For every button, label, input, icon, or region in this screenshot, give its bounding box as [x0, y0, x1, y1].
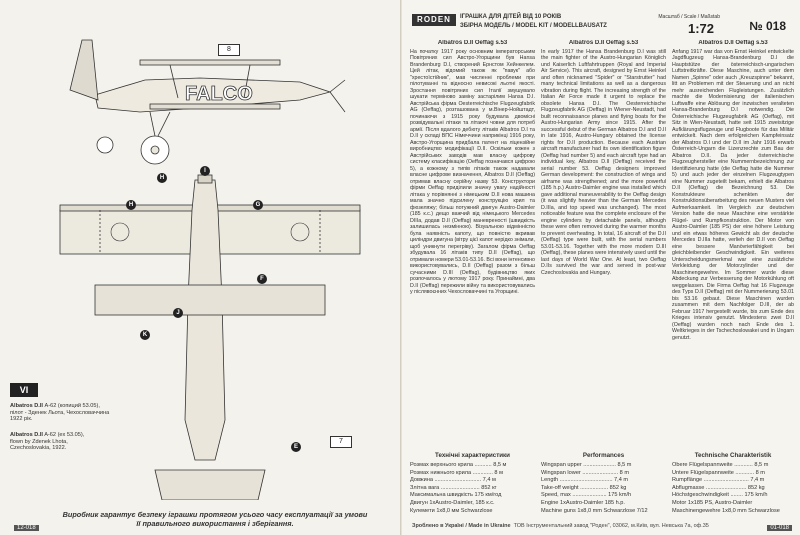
callout-g: G — [253, 200, 263, 210]
spec-row: Machine guns 1x8,0 mm Schwarzlose 7/12 — [541, 507, 648, 514]
callout-j: J — [173, 308, 183, 318]
spec-row: Розмах верхнього крила ........... 8,5 м — [410, 462, 507, 468]
part-box-7: 7 — [330, 436, 352, 448]
spec-row: Злітна вага ......................... 852 кг — [410, 484, 497, 491]
callout-h-left: H — [126, 200, 136, 210]
spec-row: Obere Flügelspannweite ............ 8,5 m — [672, 462, 769, 468]
spec-row: Abflugmasse .......................... 852 kg — [672, 484, 765, 491]
kit-type-line: ЗБІРНА МОДЕЛЬ / MODEL KIT / MODELLBAUSATZ — [460, 23, 607, 29]
text-column-de — [672, 40, 794, 445]
scale-label: Масштаб / Scale / Maßstab — [658, 14, 720, 20]
caption-ua-line: пілот - Зденек Льота, Чехословаччина — [10, 409, 110, 416]
spec-row: Untere Flügelspannweite ............ 8 m — [672, 469, 765, 476]
column-title-ua: Albatros D.II Oeffag s.53 — [437, 40, 508, 46]
spec-table-de — [672, 452, 794, 515]
callout-i: I — [200, 166, 210, 176]
spec-row: Максимальна швидкість 175 км/год — [410, 492, 502, 499]
caption-ua-line: А-62 (копиций 53.05), — [44, 403, 100, 409]
made-in-label: Зроблено в Україні / Made in Ukraine — [412, 523, 511, 529]
spec-row: Maschinengewehre 1x8,0 mm Schwarzlose — [672, 507, 780, 514]
column-title-de: Albatros D.II Oeffag s.53 — [698, 40, 768, 46]
caption-ua-line: 1922 рік. — [10, 416, 33, 423]
caption-ua — [10, 403, 120, 423]
right-page — [402, 0, 800, 535]
spec-row: Engine 1xAustro-Daimler 185 h.p. — [541, 499, 625, 506]
spec-row: Höchstgeschwindigkeit ........ 175 km/h — [672, 492, 768, 499]
spec-row: Rumpflänge ............................. 7,4 m — [672, 477, 765, 484]
text-column-en — [541, 40, 666, 445]
scheme-label: VI — [10, 383, 38, 397]
spec-row: Take-off weight .................. 852 kg — [541, 484, 627, 491]
callout-f: F — [257, 274, 267, 284]
spec-row: Motor 1x185 PS, Austro-Daimler — [672, 499, 753, 506]
spec-row: Довжина .............................. 7,4 м — [410, 477, 496, 484]
caption-en-line: flown by Zdenek Lhota, — [10, 438, 68, 445]
column-title-en: Albatros D.II Oeffag s.53 — [568, 40, 639, 46]
column-body-ua: На початку 1917 року основним імператорським Повітряних сил Австро-Угорщини був Hansa Brandenburg D.I, створений Ернстом Хейнкелем. Цей літак, відомий також як "павук" або "хрестоїстійник", мав численні проблеми при пілотуванні та відносно невисокі льотні якості. Зростання повітряних сил Італії змушувало шукати терміново заміну застарілим Hansa D.I. Австрійська фірма Oesterreichische Flugzeugfabrik AG (Oeffag), розташована у м.Вінер-Нойштадт, починаючи з 1915 року будувала двомісні розвідувальні літаки та літаючі човни для потреб армії. Після вдалого дебюту літаків Albatros D.I та D.II у складі ВПС Німеччини наприкінці 1916 року, Австро-Угорщина придбала патент на ліцензійне виробництво модифікації D.II. Оскільки кожен з Австрійських заводів мав власну цифрову систему класифікацію (Oeffag позначався цифрою 5), а кожному з типів літаків також надавали власне цифрове визначення, Albatros D.II (Oeffag) отримав власну серійну назву 53. Конструктори фірми Oeffag приділили значну увагу надійності літака у порівнянні з німецьким D.II нова машина мала значно підсилену конструкцію крил та фюзеляжу; більш потужний двигун Austro-Daimler (185 к.с.) дещо важчий від німецького Mercedes DIIIa, додав D.II (Oeffag) маневреності (швидкість залишилась незмінною). Візуальною відмінністю була наявність капоту, що повністю вкривав циліндри двигуна (вітру цієї капот нерідко знімали, щоб уникнути перегріву). Загалом фірма Oeffag збудувала 16 літаків типу D.II (Oeffag), що отримали номери 53.01-53.16. Всі вони інтенсивно використовувались, D.II (Oeffag) разом з більш сучасними D.III (Oeffag), будівництво яких розпочалось у лютому 1917 року. Принаймні, два D.II (Oeffag) пережили війну та використовувались у післявоєнних Чехословаччині та Угорщині. — [410, 48, 535, 295]
caption-en-line: A-62 (ex 53.05), — [44, 432, 85, 438]
fuselage-marking: FALCO — [185, 83, 253, 105]
caption-en-title: Albatros D.II — [10, 432, 43, 438]
spec-table-ua — [410, 452, 535, 515]
part-box-8: 8 — [218, 44, 240, 56]
caption-en-line: Czechoslovakia, 1922. — [10, 445, 67, 452]
callout-k: K — [140, 330, 150, 340]
spec-row: Двигун 1хAustro-Daimler, 185 к.с. — [410, 499, 495, 506]
spec-row: Розмах нижнього крила ............. 8 м — [410, 469, 503, 476]
warranty-line-1: Виробник гарантує безпеку іграшки протягом усього часу експлуатації за умови — [62, 510, 368, 519]
text-column-ua — [410, 40, 535, 445]
page-number-left: 12-018 — [14, 525, 39, 531]
spec-table-en — [541, 452, 666, 515]
brand-logo: RODEN — [412, 14, 456, 26]
instruction-header — [412, 14, 790, 36]
spec-title-ua: Технічні характеристики — [435, 452, 510, 459]
page-number-right: 01-018 — [767, 525, 792, 531]
spec-row: Wingspan upper ..................... 8,5 m — [541, 462, 632, 468]
warranty-line-2: її правильного використання і зберігання. — [136, 519, 294, 528]
spec-row: Wingspan lower ....................... 8 m — [541, 469, 629, 476]
caption-en — [10, 432, 120, 452]
spec-title-en: Performances — [582, 452, 625, 459]
spec-row: Length .................................. 7,4 m — [541, 477, 629, 484]
spec-title-de: Technische Charakteristik — [694, 452, 772, 459]
warranty-text — [50, 510, 380, 528]
manufacturer-address: ТОВ Інструментальний завод "Роден", 03062, м.Київ, вул. Невська 7а, оф.35 — [513, 523, 709, 529]
column-body-en: In early 1917 the Hansa Brandenburg D.I was still the main fighter of the Austro-Hungarian Königlich und Kaiserlich Luftfahrtruppen (Royal and Imperial Air Service). This aircraft, designed by Ernst Heinkel and often nicknamed "Spider" or "Starstrutter" had many technical limitations as well as a dangerous vibration during flight. The increasing strength of the Italian Air Force made it urgent to replace the obsolete Hansa D.I. The Oesterreichische Flugzeugfabrik AG (Oeffag) in Wiener-Neustadt, had built reconnaissance planes and flying boats for the Austro-Hungarian Army since 1915. After the successful debut of the German Albatros D.I and D.II in late 1916, Austro-Hungary obtained the license rights for D.II production. Because each Austrian aircraft manufacturer had its own identification figure (Oeffag had number 5) and each aircraft type had an individual key, Albatros D.II (Oeffag) received the serial number 53. Oeffag designers improved German development: the construction of wings and airframe was strengthened; and the more powerful (185 h.p.) Austro-Daimler engine was installed which gave additional maneuverability to the Oeffag design (it was slightly heavier than the German Mercedes D.IIIa, and top speed was unchanged). The most noticeable feature was the complete enclosure of the engine cylinders by detachable panels, although these were often removed during the warmer months to prevent overheating. In total, 16 aircraft of the D.II (Oeffag) type were built, with the serial numbers 53.01-53.16. Together with the more modern D.III (Oeffag), these planes were intensively used until the last days of World War One. At least, two Oeffag D.IIs survived the war and served in post-war Czechoslovakia and Hungary. — [541, 48, 666, 276]
spec-row: Кулемети 1х8,0 мм Schwarzlose — [410, 507, 493, 514]
kit-number: № 018 — [749, 19, 786, 33]
aircraft-drawing — [0, 0, 402, 500]
callout-e: E — [291, 442, 301, 452]
column-body-de: Anfang 1917 war das von Ernst Heinkel entwickelte Jagdflugzeug Hansa-Brandenburg D.I die Hauptstütze der österreichisch-ungarischen Luftstreitkräfte. Diese Maschine, auch unter dem Namen „Spinne" oder auch „Kreuzspinne" bekannt, litt an Problemen mit der Steuerung und an nicht mehr ausreichenden Flugleistungen. Zusätzlich machte die Modernisierung der italienischen Luftwaffe eine Ablösung der inzwischen veralteten Hansa-Brandenburg D.I notwendig. Die Österreichische Flugzeugfabrik AG (Oeffag), mit Sitz in Wien-Neustadt, hatte seit 1915 zweisitzige Aufklärungsflugzeuge und Flugboote für das Militär entwickelt. Nach dem erfolgreichen Kampfeinsatz der Albatros D.I und der D.II im Jahr 1916 erwarb Österreich-Ungarn die Lizenzrechte zum Bau der Albatros D.II. Da jeder österreichische Flugzeughersteller eine Nummernbezeichnung zur Identifizierung hatte (die Oeffag hatte die Nummer 5) und auch jeder der einzelnen Flugzeugtypen eine Nummer zugeteilt bekam, erhielt die Albatros D.II (Oeffag) die Bezeichnung 53. Die Konstrukteure schenkten der Konstruktionsüberarbeitung des neuen Musters viel Aufmerksamkeit. Im Vergleich zur deutschen Version hatte die neue Maschine eine verstärkte Flügel- und Rumpfkonstruktion. Der Motor von Austro-Daimler (185 PS) der eine höhere Leistung und ein etwas höheres Gewicht als der deutsche Mercedes D.IIIa hatte, verlieh der D.II von Oeffag eine bessere Manövrierfähigkeit bei gleichbleibender Geschwindigkeit. Ein weiteres Unterscheidungsmerkmal war eine zusätzliche Verkleidung der Motorzylinder und der Maschinengewehre. Im Sommer wurde diese Abdeckung zur Verbesserung der Motorkühlung oft weggelassen. Die Firma Oeffag hat 16 Flugzeuge des Typs D.II (Oeffag) mit der Nummerierung 53.01 bis 53.16 gebaut. Diese Maschinen wurden zusammen mit dem Nachfolger D.III, der ab Februar 1917 hergestellt wurde, bis zum Ende des Krieges intensiv genutzt. Mindestens zwei D.II (Oeffag) wurden noch nach Ende des 1. Weltkrieges in der Tschechoslowakei und in Ungarn genutzt. — [672, 48, 794, 341]
caption-ua-title: Albatros D.II — [10, 403, 43, 409]
age-line: ІГРАШКА ДЛЯ ДІТЕЙ ВІД 10 РОКІВ — [460, 14, 562, 20]
scale-value: 1:72 — [687, 21, 714, 36]
spec-row: Speed, max ...................... 175 km/h — [541, 492, 632, 499]
callout-h-top: H — [157, 173, 167, 183]
manufacturer-footer — [412, 523, 709, 529]
